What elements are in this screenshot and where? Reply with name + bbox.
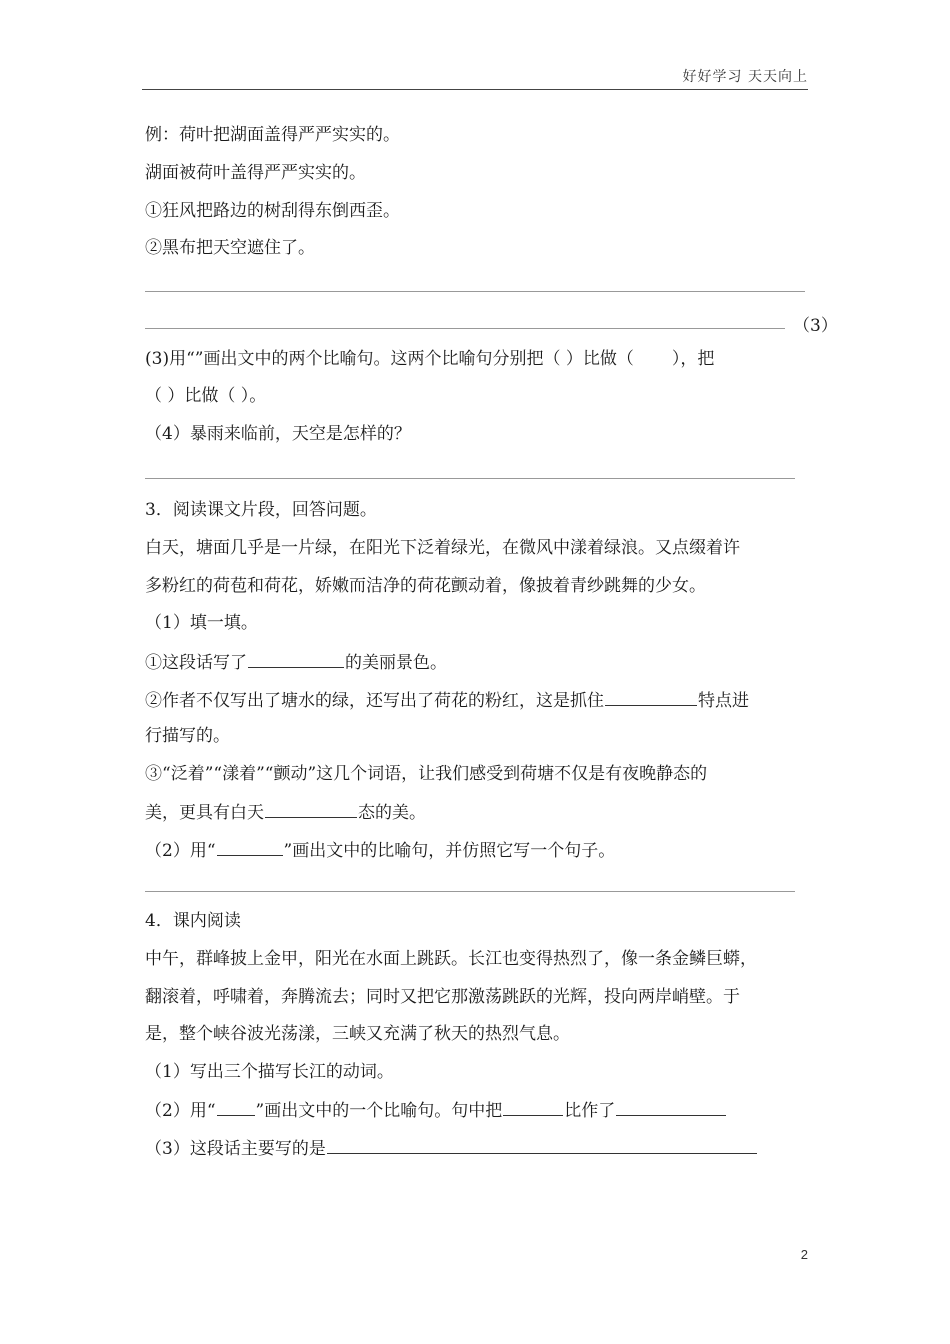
question-4-text: （4）暴雨来临前，天空是怎样的？: [145, 424, 411, 444]
answer-line[interactable]: [145, 291, 805, 292]
fill-blank[interactable]: [605, 689, 697, 706]
subquestion-1: （1）写出三个描写长江的动词。: [145, 1062, 394, 1082]
passage-line: 白天，塘面几乎是一片绿，在阳光下泛着绿光，在微风中漾着绿浪。又点缀着许: [145, 538, 740, 558]
fill-text: 态的美。: [358, 803, 426, 823]
answer-line[interactable]: [145, 328, 785, 329]
fill-text: ②作者不仅写出了塘水的绿，还写出了荷花的粉红，这是抓住: [145, 691, 604, 711]
question-marker: （3）: [793, 316, 838, 336]
exercise-item-2: ②黑布把天空遮住了。: [145, 238, 315, 258]
question-text: （2）用“: [145, 1101, 216, 1121]
section-3-title: 3．阅读课文片段，回答问题。: [145, 500, 377, 520]
question-text: （3）这段话主要写的是: [145, 1139, 326, 1159]
question-3-text-cont: （ ）比做（ ）。: [145, 386, 267, 406]
underline-sample: [217, 839, 283, 856]
passage-line: 中午，群峰披上金甲，阳光在水面上跳跃。长江也变得热烈了，像一条金鳞巨蟒，: [145, 949, 757, 969]
fill-text: 美，更具有白天: [145, 803, 264, 823]
subquestion-3: [145, 1137, 758, 1159]
header-divider: [142, 89, 808, 90]
passage-line: 翻滚着，呼啸着，奔腾流去；同时又把它那激荡跳跃的光辉，投向两岸峭壁。于: [145, 987, 740, 1007]
fill-blank[interactable]: [265, 801, 357, 818]
question-3-text: [145, 349, 714, 369]
exercise-item-1: ①狂风把路边的树刮得东倒西歪。: [145, 201, 400, 221]
fill-item-1: [145, 651, 447, 673]
question-text: ”画出文中的比喻句，并仿照它写一个句子。: [283, 841, 616, 861]
fill-blank[interactable]: [503, 1099, 563, 1116]
header-text: 好好学习 天天向上: [682, 69, 808, 85]
fill-item-3: ③“泛着”“漾着”“颤动”这几个词语，让我们感受到荷塘不仅是有夜晚静态的: [145, 764, 708, 784]
answer-line[interactable]: [145, 891, 795, 892]
fill-text: ①这段话写了: [145, 653, 247, 673]
example-answer: 湖面被荷叶盖得严严实实的。: [145, 163, 366, 183]
question-text: ”画出文中的一个比喻句。句中把: [255, 1101, 503, 1121]
fill-item-3-cont: [145, 801, 426, 823]
answer-line[interactable]: [145, 478, 795, 479]
example-sentence: 例：荷叶把湖面盖得严严实实的。: [145, 125, 400, 145]
fill-blank[interactable]: [616, 1099, 726, 1116]
passage-line: 多粉红的荷苞和荷花，娇嫩而洁净的荷花颤动着，像披着青纱跳舞的少女。: [145, 576, 706, 596]
subquestion-2: [145, 839, 615, 861]
question-text: (3)用“”画出文中的两个比喻句。这两个比喻句分别把（ ）比做（: [145, 349, 634, 369]
question-text: 比作了: [564, 1101, 616, 1121]
underline-sample: [217, 1099, 255, 1116]
subquestion-2: [145, 1099, 727, 1121]
fill-text: 特点进: [698, 691, 749, 711]
passage-line: 是，整个峡谷波光荡漾，三峡又充满了秋天的热烈气息。: [145, 1024, 570, 1044]
question-text: ），把: [671, 349, 715, 369]
fill-blank[interactable]: [327, 1137, 757, 1154]
fill-blank[interactable]: [248, 651, 344, 668]
page-number: 2: [800, 1247, 808, 1262]
section-4-title: 4．课内阅读: [145, 911, 241, 931]
subquestion-1: （1）填一填。: [145, 613, 258, 633]
fill-text: 的美丽景色。: [345, 653, 447, 673]
question-text: （2）用“: [145, 841, 216, 861]
fill-item-2: [145, 689, 749, 711]
fill-item-2-cont: 行描写的。: [145, 726, 230, 746]
